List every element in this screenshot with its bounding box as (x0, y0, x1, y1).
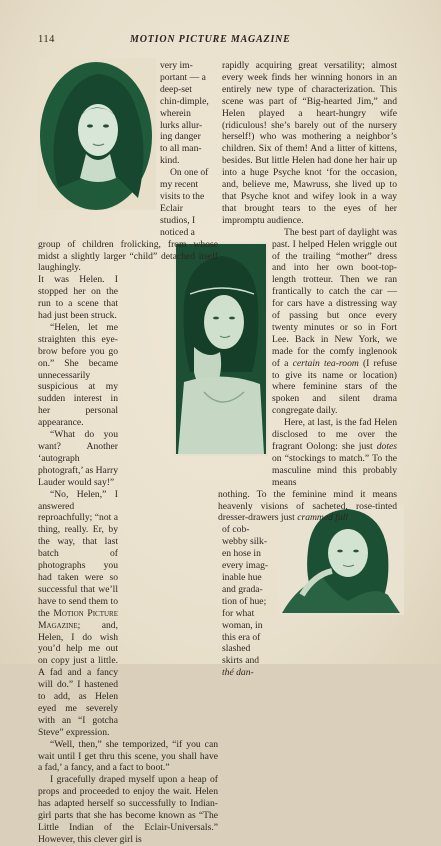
paragraph (218, 489, 397, 525)
running-head: MOTION PICTURE MAGAZINE (130, 34, 291, 45)
text-line: wherein (160, 107, 191, 119)
text-line: for what (222, 607, 255, 619)
text-span: on “stockings to match.” To the masculine mind this probably means (272, 452, 397, 488)
paragraph (222, 227, 397, 418)
text-line: very im- (160, 60, 193, 71)
text-span: nothing. (218, 488, 250, 500)
italic-text: dotes (376, 441, 397, 452)
text-line: studios, I (160, 214, 196, 226)
text-span: ; and, Helen, I do wish you’d help me out on copy just a little. A fad and a fancy will do.” I hastened to add, as Helen eyed me severely with an “I gotcha Steve” expression. (38, 619, 118, 738)
text-line: visits to the (160, 190, 205, 202)
text-line: On one of (170, 167, 209, 179)
text-beside-photo1 (38, 60, 218, 239)
magazine-name: Motion Picture Magazine (38, 607, 118, 631)
text-span: Here, at last, is the fad Helen disclosed to me over the fragrant Oolong: she just (272, 417, 397, 452)
text-line: lurks allur- (160, 119, 203, 131)
text-line: my recent (160, 179, 199, 191)
italic-text: certain tea-room (292, 357, 359, 369)
paragraph: I gracefully draped myself upon a heap of props and proceeded to enjoy the wait. Helen has adapted herself so successfully to Indian-girl parts that she has become known as “The Little Indian of the Eclair-Universals.” However, this clever girl is (38, 774, 218, 845)
text-line: every imag- (222, 560, 269, 572)
text-beside-photo3 (222, 524, 397, 679)
text-line: slashed (222, 643, 251, 655)
text-line: en hose in (222, 548, 261, 560)
paragraph: “Well, then,” she temporized, “if you can wait until I get thru this scene, you shall have a fad,’ a fancy, and a fact to boot.” (38, 738, 218, 774)
text-line: tion of hue; (222, 595, 267, 607)
text-line: deep-set (160, 83, 192, 95)
text-line: thé dan- (222, 667, 254, 679)
paragraph (222, 417, 397, 488)
paragraph (38, 489, 218, 739)
paragraph: “Helen, let me straighten this eye-brow before you go on.” She became unnecessarily suspicious at my sudden interest in her personal appearance. (38, 321, 118, 429)
paragraph: It was Helen. I stopped her on the run to a scene that had just been struck. (38, 274, 118, 322)
text-line: portant — a (160, 71, 206, 83)
text-line: noticed a (160, 226, 195, 238)
text-line: this era of (222, 631, 261, 643)
paragraph: “What do you want? Another ‘autograph photograft,’ as Harry Lauder would say!” (38, 429, 119, 488)
italic-text: crammed full (297, 512, 349, 524)
text-line: woman, in (222, 619, 263, 631)
text-line: inable hue (222, 571, 262, 583)
page-number: 114 (38, 34, 55, 45)
right-column (218, 60, 397, 679)
text-line: webby silk- (222, 536, 268, 548)
text-line: Eclair (160, 202, 183, 214)
text-line: of cob- (222, 524, 250, 536)
text-line: skirts and (222, 655, 260, 667)
text-line: chin-dimple, (160, 95, 209, 107)
left-column (38, 60, 218, 846)
paragraph: group of children frolicking, from whose midst a slightly larger “child” detached itself laughingly. (38, 238, 218, 274)
text-line: to all man- (160, 143, 202, 155)
text-span: To the feminine mind it means heavenly visions of sacheted, rose-tinted dresser-drawers just (218, 488, 397, 524)
text-line: and grada- (222, 583, 263, 595)
paragraph: rapidly acquiring great versatility; almost every week finds her winning honors in an entirely new type of characterization. This scene was part of “Big-hearted Jim,” and Helen played a heart-hungry wife (ridiculous! she’s barely out of the nursery herself!) who was mothering a neighbor’s children. Six of them! And a litter of kittens, besides. But little Helen had done her hair up into a huge Psyche knot ‘for the occasion, and, believe me, Mawruss, she lived up to that Psyche knot and wifey look in a way that brought tears to the eyes of her impromptu audience. (222, 60, 397, 226)
text-span: (I refuse to give its name or location) where feminine stars of the spoken and silent drama congregate daily. (272, 357, 397, 417)
text-line: ing danger (160, 131, 201, 143)
text-span: “No, Helen,” I answered reproachfully; “not a thing, really. Er, by the way, that last batch of photographs you had taken were so successful that we’ll have to send them to the (38, 488, 118, 619)
text-line: kind. (160, 155, 180, 167)
text-span: The best part of daylight was past. I helped Helen wriggle out of the trailing “mother” dress and into her own boot-top-length trotteur. Then we ran frantically to catch the car — for cars have a distressing way of passing but once every twenty minutes or so in Fort Lee. Back in New York, we made for the comfy inglenook of a (272, 226, 397, 369)
